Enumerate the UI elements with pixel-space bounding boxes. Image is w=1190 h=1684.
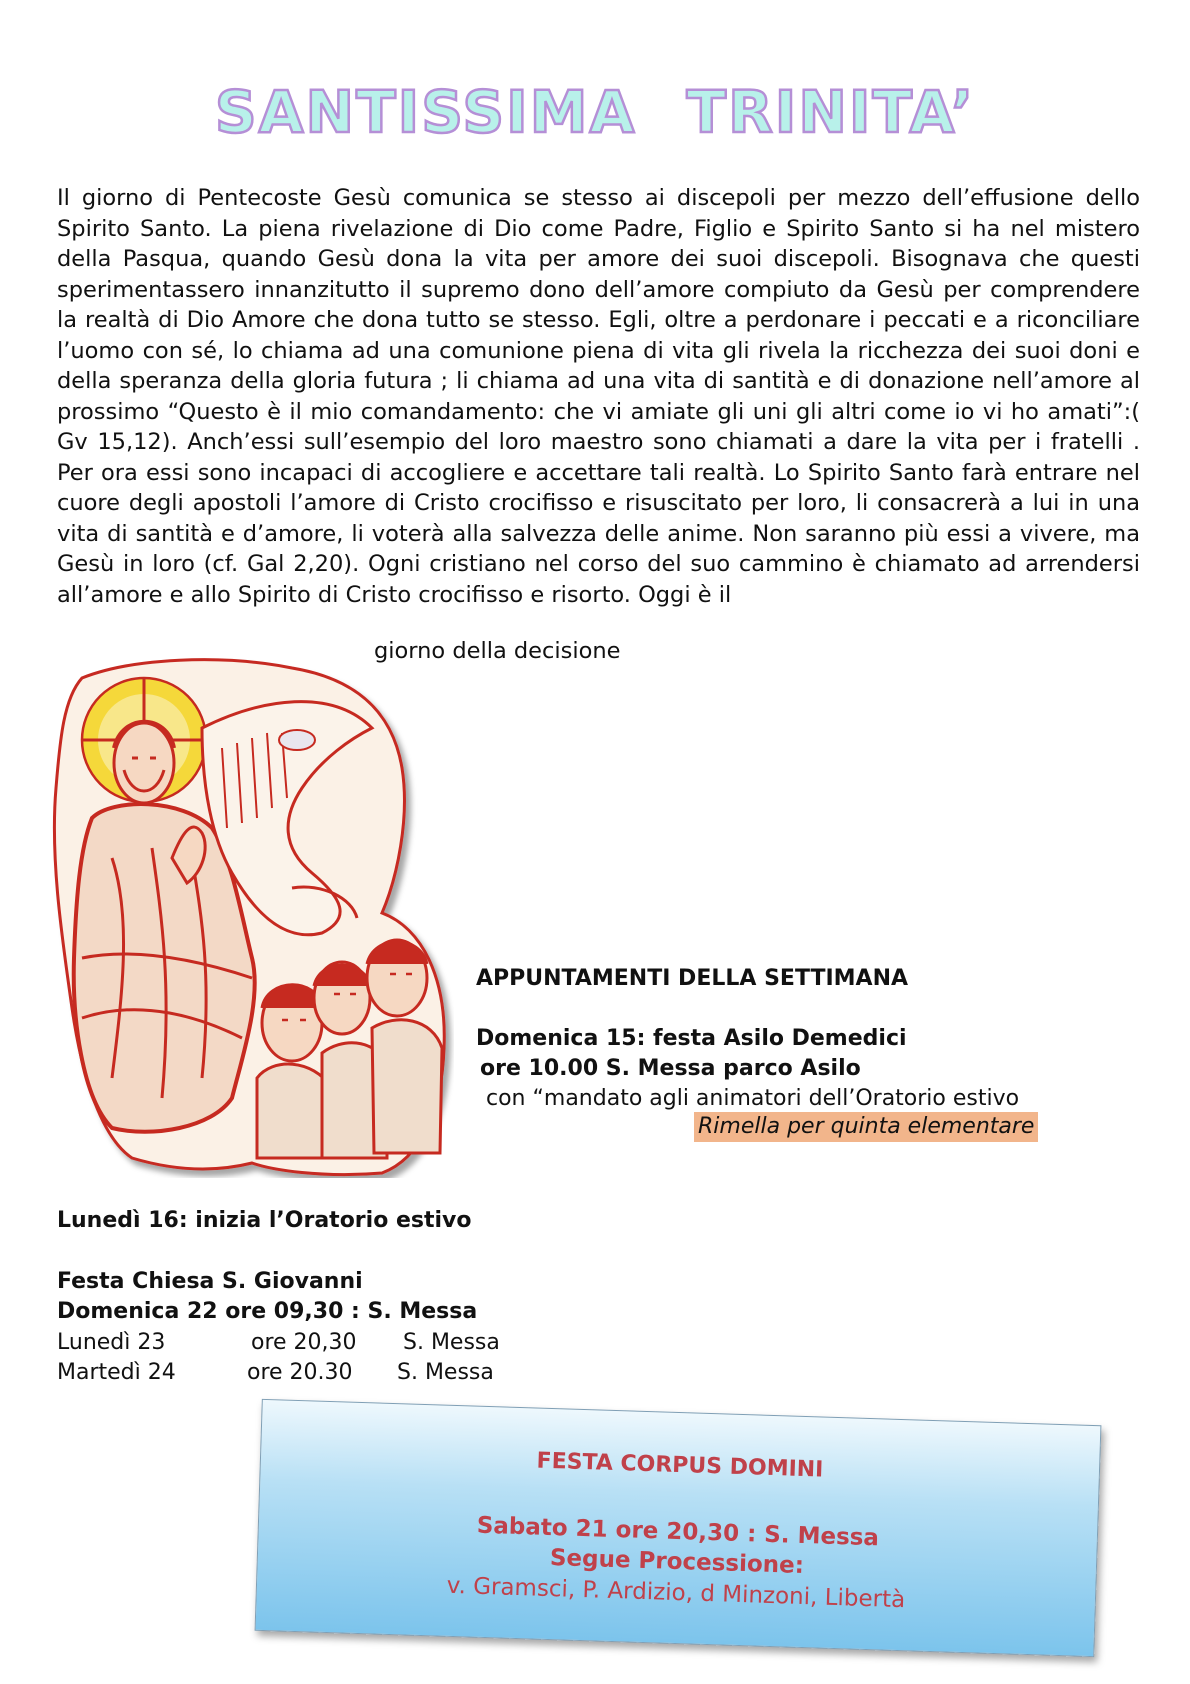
schedule-day: Lunedì 23 [57, 1330, 166, 1355]
pentecost-illustration [52, 658, 454, 1178]
corpus-domini-saturday: Sabato 21 ore 20,30 : S. Messa [476, 1512, 880, 1552]
intro-paragraph: Il giorno di Pentecoste Gesù comunica se stesso ai discepoli per mezzo dell’effusione dello Spirito Santo. La piena rivelazione di Dio come Padre, Figlio e Spirito Santo si ha nel mistero della Pasqua, quando Gesù dona la vita per amore dei suoi discepoli. Bisognava che questi sperimentassero innanzitutto il supremo dono dell’amore compiuto da Gesù per comprendere la realtà di Dio Amore che dona tutto se stesso. Egli, oltre a perdonare i peccati e a riconciliare l’uomo con sé, lo chiama ad una comunione piena di vita gli rivela la ricchezza dei suoi doni e della speranza della gloria futura ; li chiama ad una vita di santità e di donazione nell’amore al prossimo “Questo è il mio comandamento: che vi amiate gli uni gli altri come io vi ho amati”:( Gv 15,12). Anch’essi sull’esempio del loro maestro sono chiamati a dare la vita per i fratelli . Per ora essi sono incapaci di accogliere e accettare tali realtà. Lo Spirito Santo farà entrare nel cuore degli apostoli l’amore di Cristo crocifisso e risuscitato per loro, li consacrerà a lui in una vita di santità e d’amore, li voterà alla salvezza delle anime. Non saranno più essi a vivere, ma Gesù in loro (cf. Gal 2,20). Ogni cristiano nel corso del suo cammino è chiamato ad arrendersi all’amore e allo Spirito di Cristo crocifisso e risorto. Oggi è il [57, 185, 1140, 608]
appointment-rimella-highlight: Rimella per quinta elementare [694, 1112, 1038, 1142]
corpus-domini-title: FESTA CORPUS DOMINI [536, 1448, 824, 1483]
corpus-domini-procession: Segue Processione: [549, 1544, 805, 1579]
corpus-domini-route: v. Gramsci, P. Ardizio, d Minzoni, Libertà [446, 1572, 906, 1614]
appointment-sunday-15: Domenica 15: festa Asilo Demedici [476, 1026, 907, 1051]
sunday-22-mass: Domenica 22 ore 09,30 : S. Messa [57, 1299, 478, 1324]
monday-16-notice: Lunedì 16: inizia l’Oratorio estivo [57, 1208, 472, 1233]
schedule-day: Martedì 24 [57, 1360, 176, 1385]
page-title: SANTISSIMA TRINITA’ [214, 78, 976, 146]
appointments-heading: APPUNTAMENTI DELLA SETTIMANA [476, 966, 909, 991]
schedule-event: S. Messa [397, 1360, 494, 1385]
intro-last-line: giorno della decisione [374, 638, 621, 664]
schedule-time: ore 20,30 [251, 1330, 357, 1355]
appointment-mandate: con “mandato agli animatori dell’Oratorio estivo [486, 1086, 1020, 1111]
corpus-domini-box [255, 1399, 1102, 1657]
schedule-time: ore 20.30 [247, 1360, 353, 1385]
festa-san-giovanni-title: Festa Chiesa S. Giovanni [57, 1269, 363, 1294]
schedule-event: S. Messa [403, 1330, 500, 1355]
appointment-mass-1000: ore 10.00 S. Messa parco Asilo [480, 1056, 861, 1081]
